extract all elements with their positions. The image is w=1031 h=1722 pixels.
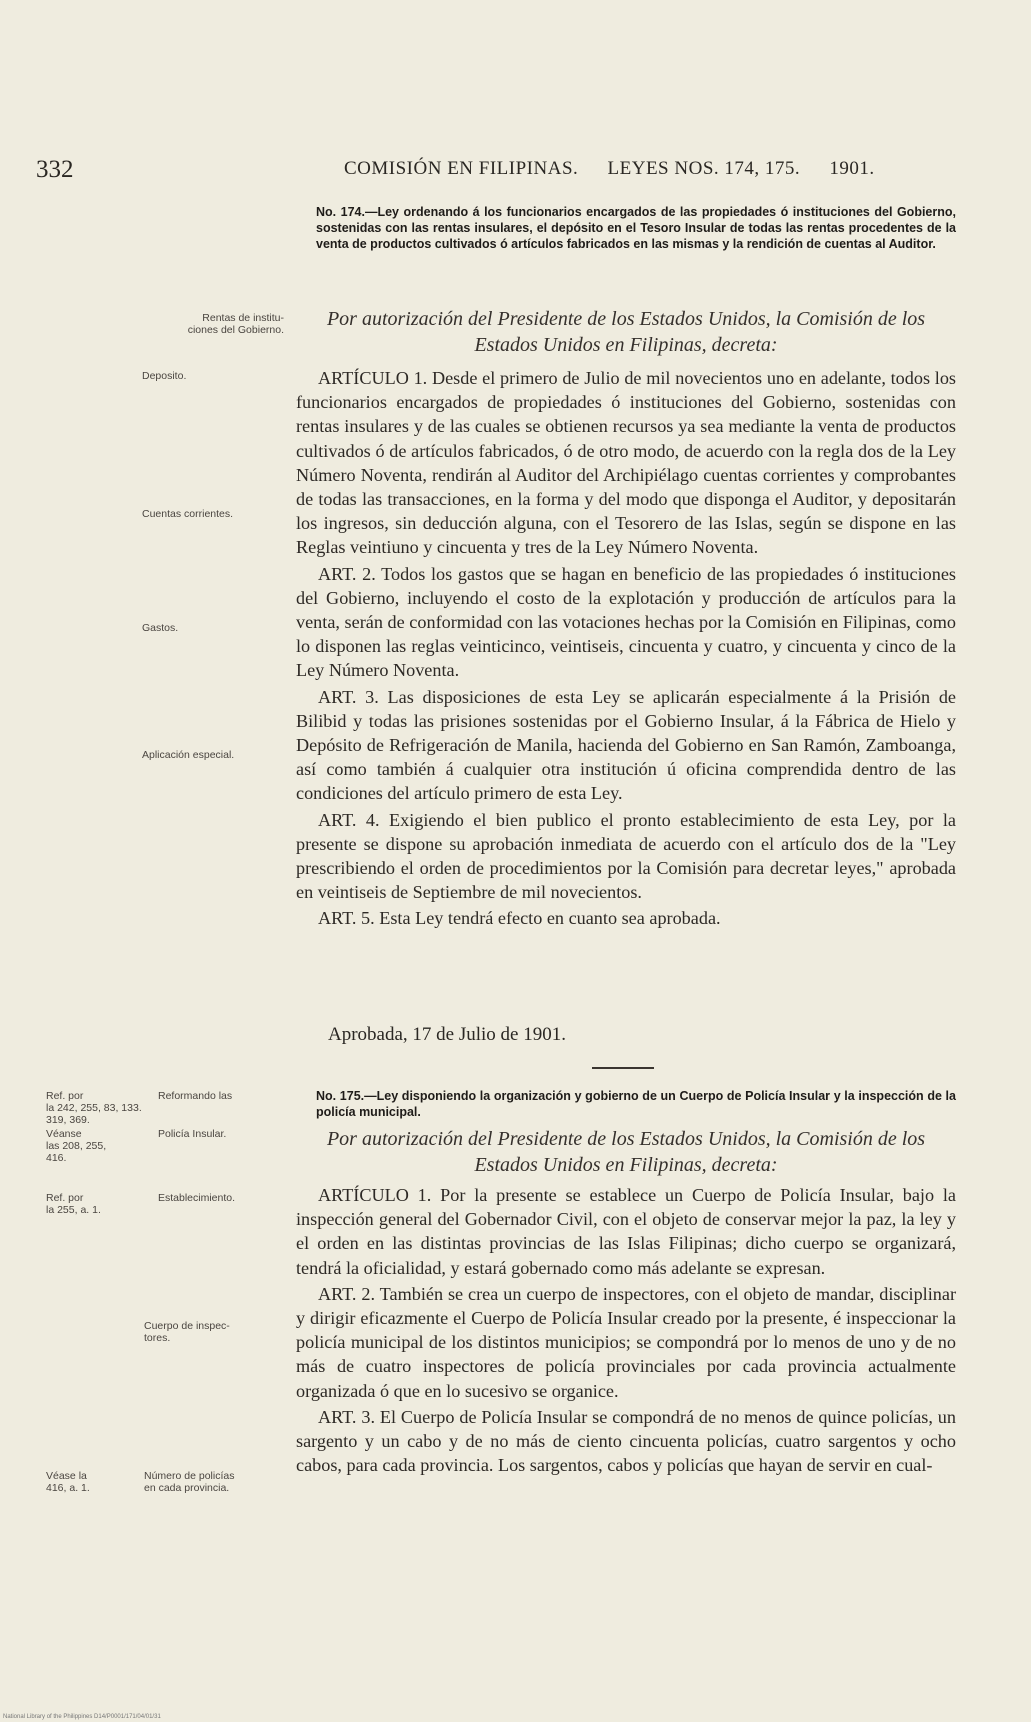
page-number: 332 — [36, 156, 74, 183]
header-laws: LEYES NOS. 174, 175. — [607, 158, 801, 179]
law-174-title: No. 174.—Ley ordenando á los funcionarios encargados de las propiedades ó instituciones del Gobierno, sostenidas con las rentas insulares, el depósito en el Tesoro Insular de todas las rentas procedentes de la venta de productos cultivados ó artículos fabricados en las mismas y la rendición de cuentas al Auditor. — [316, 205, 956, 251]
law-174-approved: Aprobada, 17 de Julio de 1901. — [328, 1024, 566, 1045]
running-header — [344, 158, 875, 180]
margin-note-aplicacion: Aplicación especial. — [142, 749, 235, 761]
law-174-article-5: ART. 5. Esta Ley tendrá efecto en cuanto sea aprobada. — [318, 908, 721, 929]
margin-note-numero: Número de policías en cada provincia. — [144, 1470, 235, 1494]
law-175-article-1: ARTÍCULO 1. Por la presente se establece un Cuerpo de Policía Insular, bajo la inspección general del Gobernador Civil, con el objeto de conservar mejor la paz, la ley y el orden en las distintas provincias de las Islas Filipinas; dicho cuerpo se organizará, tendrá la oficialidad, y estará gobernado como más adelante se expresan. — [296, 1185, 956, 1278]
law-174-article-3: ART. 3. Las disposiciones de esta Ley se aplicarán especialmente á la Prisión de Bilibid y todas las prisiones sostenidas por el Gobierno Insular, á la Fábrica de Hielo y Depósito de Refrigeración de Manila, hacienda del Gobierno en San Ramón, Zamboanga, así como también á cualquier otra institución ú oficina comprendida dentro de las condiciones del artículo primero de esta Ley. — [296, 686, 956, 804]
law-174-body — [296, 366, 956, 933]
margin-note-gastos: Gastos. — [142, 622, 179, 634]
header-year: 1901. — [829, 158, 875, 179]
law-175-preamble: Por autorización del Presidente de los Estados Unidos, la Comisión de los Estados Unidos en Filipinas, decreta: — [326, 1128, 926, 1176]
law-174-article-2: ART. 2. Todos los gastos que se hagan en beneficio de las propiedades ó instituciones del Gobierno, incluyendo el costo de la explotación y producción de artículos para la venta, serán de conformidad con las votaciones hechas por la Comisión en Filipinas, como lo disponen las reglas veinticinco, veintiseis, cincuenta y cuatro, y cincuenta y cinco de la Ley Número Noventa. — [296, 563, 956, 681]
scan-footer: National Library of the Philippines D14/P0001/171/04/01/31 — [3, 1714, 161, 1720]
law-175-article-2: ART. 2. También se crea un cuerpo de inspectores, con el objeto de mandar, disciplinar y dirigir eficazmente el Cuerpo de Policía Insular creado por la presente, é inspeccionar la policía municipal de los distintos municipios; se compondrá por lo menos de uno y de no más de cuatro inspectores de policía provinciales por cada provincia actualmente organizada ó que en lo sucesivo se organice. — [296, 1283, 956, 1401]
margin-note-reformando: Reformando las — [158, 1090, 233, 1102]
law-175-title: No. 175.—Ley disponiendo la organización y gobierno de un Cuerpo de Policía Insular y la inspección de la policía municipal. — [316, 1089, 956, 1119]
margin-note-cuentas: Cuentas corrientes. — [142, 508, 234, 520]
law-174-article-4: ART. 4. Exigiendo el bien publico el pronto establecimiento de esta Ley, por la presente se dispone su aprobación inmediata de acuerdo con el artículo dos de la "Ley prescribiendo el orden de procedimientos por la Comisión para decretar leyes," aprobada en veintiseis de Septiembre de mil novecientos. — [296, 809, 956, 903]
margin-note-cuerpo-inspectores: Cuerpo de inspec- tores. — [144, 1320, 230, 1344]
law-174-article-1: ARTÍCULO 1. Desde el primero de Julio de mil novecientos uno en adelante, todos los funcionarios encargados de propiedades ó instituciones del Gobierno, sostenidas con rentas insulares y de las cuales se obtienen recursos ya sea mediante la venta de productos cultivados ó de artículos fabricados, ó de otro modo, de acuerdo con la regla dos de la Ley Número Noventa, rendirán al Auditor del Archipiélago cuentas corrientes y comprobantes de todas las transacciones, en la forma y del modo que disponga el Auditor, y depositarán los ingresos, sin deducción alguna, con el Tesorero de las Islas, según se dispone en las Reglas veintiuno y cincuenta y tres de la Ley Número Noventa. — [296, 368, 956, 558]
law-175-body — [296, 1183, 956, 1479]
margin-note-veanse: Véanse las 208, 255, 416. — [46, 1128, 107, 1164]
margin-note-deposito: Deposito. — [142, 370, 187, 382]
margin-note-rentas: Rentas de institu- ciones del Gobierno. — [187, 312, 284, 336]
header-title: COMISIÓN EN FILIPINAS. — [344, 158, 579, 179]
margin-note-establecimiento: Establecimiento. — [158, 1192, 236, 1204]
law-174-preamble: Por autorización del Presidente de los Estados Unidos, la Comisión de los Estados Unidos en Filipinas, decreta: — [326, 308, 926, 356]
section-divider — [592, 1067, 654, 1069]
margin-note-vease: Véase la 416, a. 1. — [46, 1470, 90, 1494]
law-175-article-3: ART. 3. El Cuerpo de Policía Insular se compondrá de no menos de quince policías, un sargento y un cabo y de no más de ciento cincuenta policías, cuatro sargentos y ocho cabos, para cada provincia. Los sargentos, cabos y policías que hayan de servir en cual- — [296, 1406, 956, 1476]
margin-note-policia: Policía Insular. — [158, 1128, 227, 1140]
margin-note-ref-1: Ref. por la 242, 255, 83, 133. 319, 369. — [46, 1090, 142, 1126]
margin-note-ref-2: Ref. por la 255, a. 1. — [46, 1192, 101, 1216]
